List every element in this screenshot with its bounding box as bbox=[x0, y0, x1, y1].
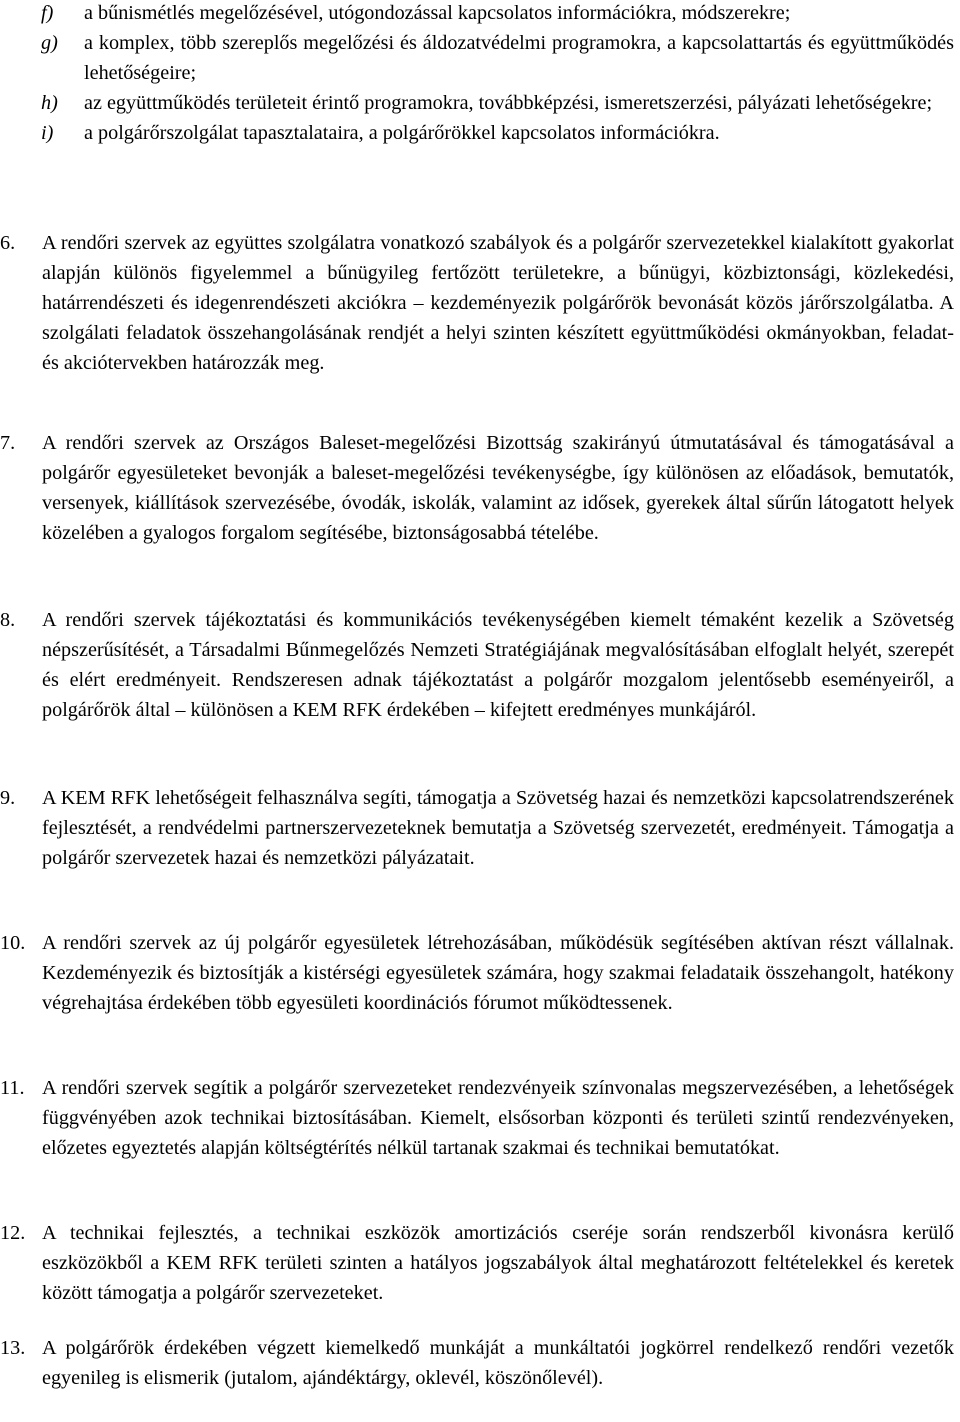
item-text: A rendőri szervek tájékoztatási és kommunikációs tevékenységében kiemelt témaként kezelik a Szövetség népszerűsítését, a Társadalmi Bűnmegelőzés Nemzeti Stratégiájának megvalósításában elfoglalt helyét, szerepét és elért eredményeit. Rendszeresen adnak tájékoztatást a polgárőr mozgalom jelentősebb eseményeiről, a polgárőrök által – különösen a KEM RFK érdekében – kifejtett eredményes munkájáról. bbox=[42, 609, 954, 721]
numbered-item-11 bbox=[0, 1073, 960, 1163]
sub-item-g bbox=[0, 28, 960, 88]
numbered-item-9 bbox=[0, 783, 960, 873]
numbered-item-7 bbox=[0, 428, 960, 548]
item-number: 10. bbox=[0, 932, 26, 954]
numbered-item-12 bbox=[0, 1218, 960, 1308]
sub-item-marker: h) bbox=[41, 92, 58, 114]
item-number: 8. bbox=[0, 609, 16, 631]
sub-list bbox=[0, 0, 960, 148]
item-text: A technikai fejlesztés, a technikai eszközök amortizációs cseréje során rendszerből kivonásra kerülő eszközökből a KEM RFK területi szinten a hatályos jogszabályok által meghatározott feltételekkel és keretek között támogatja a polgárőr szervezeteket. bbox=[42, 1222, 954, 1304]
sub-item-text: a polgárőrszolgálat tapasztalataira, a polgárőrökkel kapcsolatos információkra. bbox=[84, 122, 720, 144]
item-number: 9. bbox=[0, 787, 16, 809]
numbered-item-13 bbox=[0, 1333, 960, 1393]
numbered-item-8 bbox=[0, 605, 960, 725]
item-number: 12. bbox=[0, 1222, 26, 1244]
item-number: 13. bbox=[0, 1337, 26, 1359]
sub-item-text: a komplex, több szereplős megelőzési és áldozatvédelmi programokra, a kapcsolattartás és együttműködés lehetőségeire; bbox=[84, 32, 954, 84]
item-text: A polgárőrök érdekében végzett kiemelkedő munkáját a munkáltatói jogkörrel rendelkező rendőri vezetők egyenileg is elismerik (jutalom, ajándéktárgy, oklevél, köszönőlevél). bbox=[42, 1337, 954, 1389]
item-number: 7. bbox=[0, 432, 16, 454]
numbered-item-6 bbox=[0, 228, 960, 378]
sub-item-marker: i) bbox=[41, 122, 54, 144]
sub-item-i bbox=[0, 118, 960, 148]
sub-item-text: az együttműködés területeit érintő programokra, továbbképzési, ismeretszerzési, pályázati lehetőségekre; bbox=[84, 92, 933, 114]
numbered-item-10 bbox=[0, 928, 960, 1018]
item-number: 6. bbox=[0, 232, 16, 254]
item-text: A KEM RFK lehetőségeit felhasználva segíti, támogatja a Szövetség hazai és nemzetközi kapcsolatrendszerének fejlesztését, a rendvédelmi partnerszervezeteknek bemutatja a Szövetség szervezetét, eredményeit. Támogatja a polgárőr szervezetek hazai és nemzetközi pályázatait. bbox=[42, 787, 954, 869]
item-text: A rendőri szervek az Országos Baleset-megelőzési Bizottság szakirányú útmutatásával és támogatásával a polgárőr egyesületeket bevonják a baleset-megelőzési tevékenységbe, így különösen az előadások, bemutatók, versenyek, kiállítások szervezésébe, óvodák, iskolák, valamint az idősek, gyerekek által sűrűn látogatott helyek közelében a gyalogos forgalom segítésébe, biztonságosabbá tételébe. bbox=[42, 432, 954, 544]
item-text: A rendőri szervek az új polgárőr egyesületek létrehozásában, működésük segítésében aktívan részt vállalnak. Kezdeményezik és biztosítják a kistérségi egyesületek számára, hogy szakmai feladataik összehangolt, hatékony végrehajtása érdekében több egyesületi koordinációs fórumot működtessenek. bbox=[42, 932, 954, 1014]
sub-item-text: a bűnismétlés megelőzésével, utógondozással kapcsolatos információkra, módszerekre; bbox=[84, 2, 791, 24]
item-text: A rendőri szervek segítik a polgárőr szervezeteket rendezvényeik színvonalas megszervezésében, a lehetőségek függvényében azok technikai biztosításában. Kiemelt, elsősorban központi és területi szintű rendezvényeken, előzetes egyeztetés alapján költségtérítés nélkül tartanak szakmai és technikai bemutatókat. bbox=[42, 1077, 954, 1159]
sub-item-marker: g) bbox=[41, 32, 58, 54]
sub-item-marker: f) bbox=[41, 2, 54, 24]
item-text: A rendőri szervek az együttes szolgálatra vonatkozó szabályok és a polgárőr szervezetekkel kialakított gyakorlat alapján különös figyelemmel a bűnügyileg fertőzött területekre, a bűnügyi, közbiztonsági, közlekedési, határrendészeti és idegenrendészeti akciókra – kezdeményezik polgárőrök bevonását közös járőrszolgálatba. A szolgálati feladatok összehangolásának rendjét a helyi szinten készített együttműködési okmányokban, feladat- és akciótervekben határozzák meg. bbox=[42, 232, 954, 374]
sub-item-f bbox=[0, 0, 960, 28]
sub-item-h bbox=[0, 88, 960, 118]
item-number: 11. bbox=[0, 1077, 25, 1099]
